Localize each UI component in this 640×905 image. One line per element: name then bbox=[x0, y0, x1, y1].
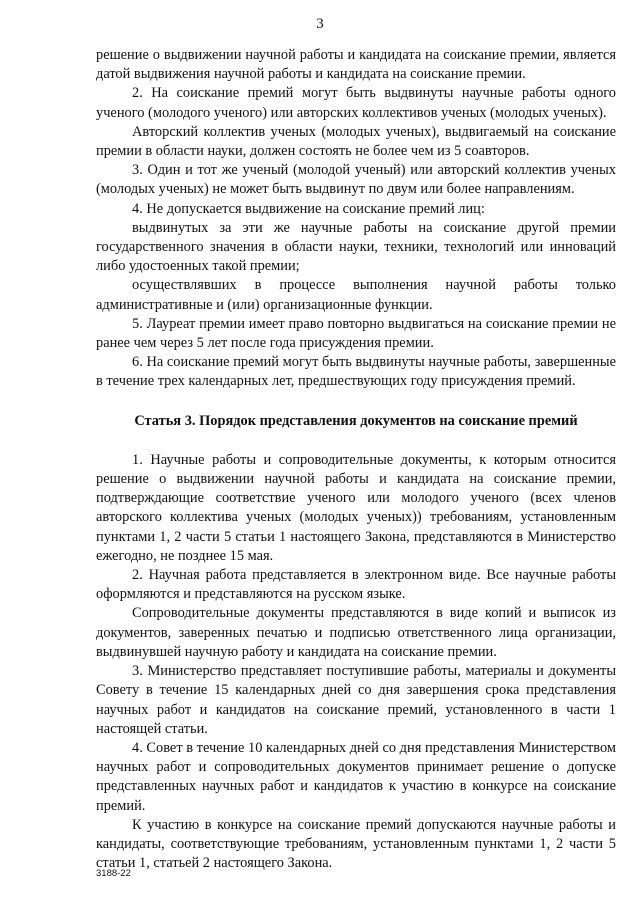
paragraph: 4. Совет в течение 10 календарных дней со дня представления Министерством научных работ и сопроводительных документов принимает решение о допуске представленных научных работ и кандидатов к участию в конкурсе на соискание премий. bbox=[96, 739, 616, 814]
paragraph: решение о выдвижении научной работы и кандидата на соискание премии, является датой выдвижения научной работы и кандидата на соискание премии. bbox=[96, 47, 616, 83]
page-number: 3 bbox=[316, 16, 324, 32]
paragraph: осуществлявших в процессе выполнения научной работы только административные и (или) организационные функции. bbox=[96, 277, 616, 313]
paragraph: 4. Не допускается выдвижение на соискание премий лиц: bbox=[132, 200, 485, 217]
document-code: 3188-22 bbox=[96, 868, 131, 879]
paragraph: 6. На соискание премий могут быть выдвинуты научные работы, завершенные в течение трех календарных лет, предшествующих году присуждения премий. bbox=[96, 354, 616, 390]
paragraph: 2. На соискание премий могут быть выдвинуты научные работы одного ученого (молодого ученого) или авторских коллективов ученых (молодых ученых). bbox=[96, 85, 616, 121]
article-heading: Статья 3. Порядок представления документов на соискание премий bbox=[134, 412, 578, 429]
document-body bbox=[96, 46, 616, 873]
paragraph: 1. Научные работы и сопроводительные документы, к которым относится решение о выдвижении научной работы и кандидата на соискание премии, подтверждающие соответствие ученого или молодого ученого (всех членов авторского коллектива ученых (молодых ученых)) требованиям, установленным пунктами 1, 2 части 5 статьи 1 настоящего Закона, представляются в Министерство ежегодно, не позднее 15 мая. bbox=[96, 451, 616, 564]
paragraph: 2. Научная работа представляется в электронном виде. Все научные работы оформляются и представляются на русском языке. bbox=[96, 567, 616, 603]
paragraph: выдвинутых за эти же научные работы на соискание другой премии государственного значения в области науки, техники, технологий или инноваций либо удостоенных такой премии; bbox=[96, 219, 616, 275]
paragraph: Авторский коллектив ученых (молодых ученых), выдвигаемый на соискание премии в области науки, должен состоять не более чем из 5 соавторов. bbox=[96, 123, 616, 160]
paragraph: 3. Министерство представляет поступившие работы, материалы и документы Совету в течение 15 календарных дней со дня завершения срока представления научных работ и кандидатов на соискание премий, установленного в части 1 настоящей статьи. bbox=[96, 663, 616, 737]
paragraph: К участию в конкурсе на соискание премий допускаются научные работы и кандидаты, соответствующие требованиям, установленным пунктами 1, 2 части 5 статьи 1, статьей 2 настоящего Закона. bbox=[96, 816, 616, 872]
paragraph: 3. Один и тот же ученый (молодой ученый) или авторский коллектив ученых (молодых ученых) не может быть выдвинут по двум или более направлениям. bbox=[96, 162, 616, 198]
paragraph: Сопроводительные документы представляются в виде копий и выписок из документов, заверенных печатью и подписью ответственного лица организации, выдвинувшей научную работу и кандидата на соискание премии. bbox=[96, 605, 616, 660]
paragraph: 5. Лауреат премии имеет право повторно выдвигаться на соискание премии не ранее чем через 5 лет после года присуждения премии. bbox=[96, 315, 616, 352]
